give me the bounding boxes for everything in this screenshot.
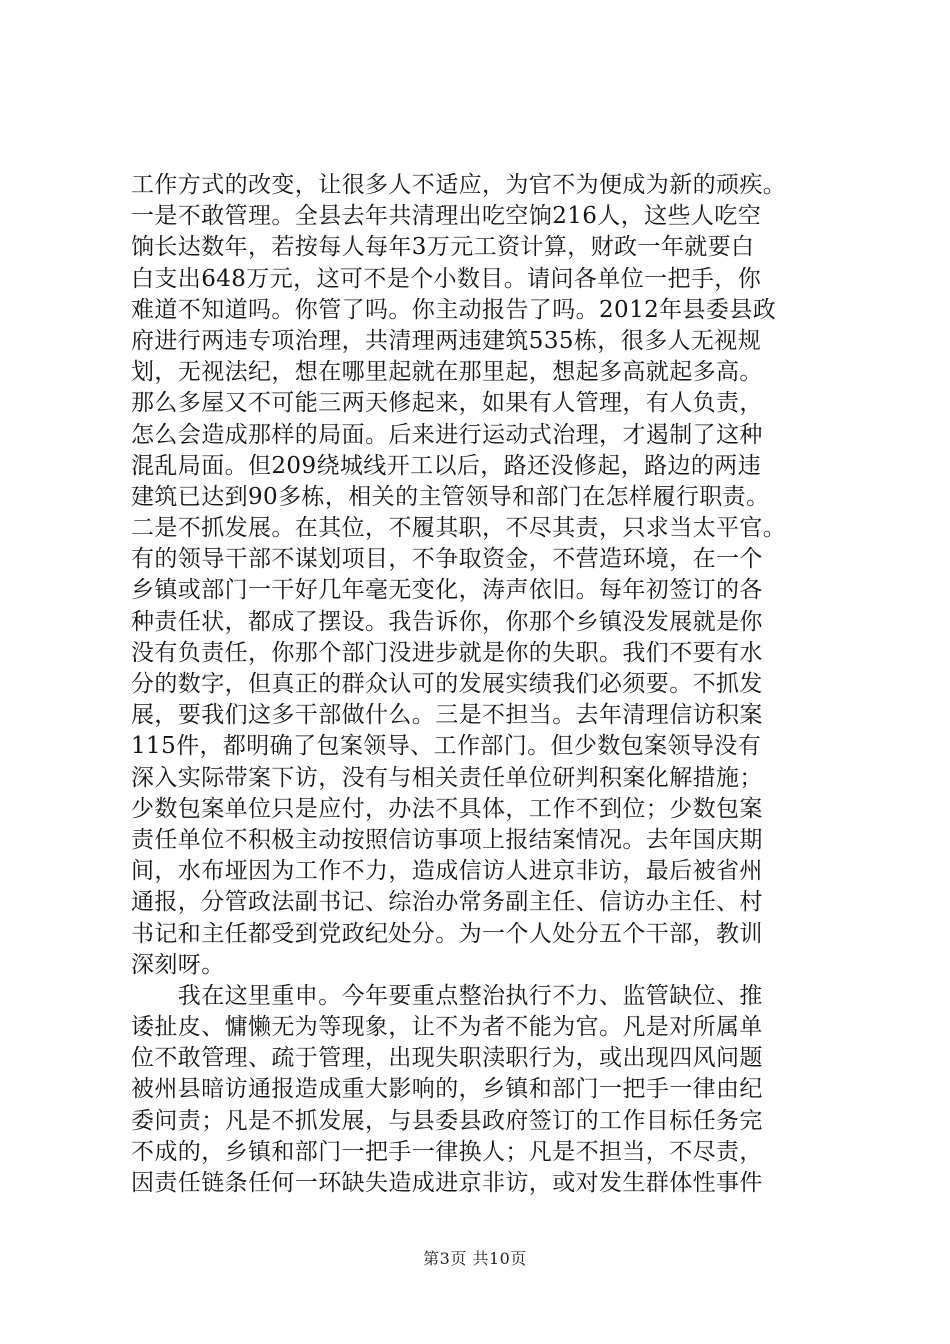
text-line: 不成的，乡镇和部门一把手一律换人；凡是不担当，不尽责， — [131, 1138, 763, 1165]
text-line: 种责任状，都成了摆设。我告诉你，你那个乡镇没发展就是你 — [131, 608, 763, 635]
text-line: 位不敢管理、疏于管理，出现失职渎职行为，或出现四风问题 — [131, 1045, 763, 1072]
text-line: 展，要我们这多干部做什么。三是不担当。去年清理信访积案 — [131, 702, 763, 729]
text-line: 深入实际带案下访，没有与相关责任单位研判积案化解措施； — [131, 764, 763, 791]
text-line: 白支出648万元，这可不是个小数目。请问各单位一把手，你 — [131, 265, 762, 292]
text-line: 那么多屋又不可能三两天修起来，如果有人管理，有人负责， — [131, 390, 763, 417]
text-line: 责任单位不积极主动按照信访事项上报结案情况。去年国庆期 — [131, 826, 763, 853]
text-line: 没有负责任，你那个部门没进步就是你的失职。我们不要有水 — [131, 639, 763, 666]
text-line: 我在这里重申。今年要重点整治执行不力、监管缺位、推 — [131, 982, 763, 1009]
text-line: 饷长达数年，若按每人每年3万元工资计算，财政一年就要白 — [131, 234, 755, 261]
text-line: 被州县暗访通报造成重大影响的，乡镇和部门一把手一律由纪 — [131, 1076, 763, 1103]
text-line: 工作方式的改变，让很多人不适应，为官不为便成为新的顽疾。 — [131, 172, 787, 198]
text-line: 书记和主任都受到党政纪处分。为一个人处分五个干部，教训 — [131, 920, 763, 947]
text-line: 少数包案单位只是应付，办法不具体，工作不到位；少数包案 — [131, 795, 763, 822]
page-footer — [0, 1246, 950, 1269]
text-line: 建筑已达到90多栋，相关的主管领导和部门在怎样履行职责。 — [131, 483, 770, 510]
text-line: 混乱局面。但209绕城线开工以后，路还没修起，路边的两违 — [131, 452, 762, 479]
text-line: 诿扯皮、慵懒无为等现象，让不为者不能为官。凡是对所属单 — [131, 1014, 763, 1041]
page-number-label: 第3页 共10页 — [423, 1249, 527, 1268]
text-line: 因责任链条任何一环缺失造成进京非访，或对发生群体性事件 — [131, 1170, 763, 1196]
text-line: 乡镇或部门一干好几年毫无变化，涛声依旧。每年初签订的各 — [131, 577, 763, 604]
text-line: 通报，分管政法副书记、综治办常务副主任、信访办主任、村 — [131, 889, 763, 916]
text-line: 间，水布垭因为工作不力，造成信访人进京非访，最后被省州 — [131, 858, 763, 885]
text-line: 一是不敢管理。全县去年共清理出吃空饷216人，这些人吃空 — [131, 203, 762, 230]
text-line: 委问责；凡是不抓发展，与县委县政府签订的工作目标任务完 — [131, 1107, 763, 1134]
text-line: 深刻呀。 — [131, 951, 225, 978]
text-line: 二是不抓发展。在其位，不履其职，不尽其责，只求当太平官。 — [131, 515, 787, 542]
text-line: 怎么会造成那样的局面。后来进行运动式治理，才遏制了这种 — [131, 421, 763, 448]
text-line: 有的领导干部不谋划项目，不争取资金，不营造环境，在一个 — [131, 546, 763, 573]
paragraph-1 — [131, 170, 831, 981]
text-line: 分的数字，但真正的群众认可的发展实绩我们必须要。不抓发 — [131, 671, 763, 697]
paragraph-2 — [131, 981, 831, 1199]
document-body — [131, 170, 831, 1199]
text-line: 划，无视法纪，想在哪里起就在那里起，想起多高就起多高。 — [131, 359, 763, 386]
text-line: 府进行两违专项治理，共清理两违建筑535栋，很多人无视规 — [131, 327, 762, 354]
text-line: 115件，都明确了包案领导、工作部门。但少数包案领导没有 — [131, 733, 762, 760]
text-line: 难道不知道吗。你管了吗。你主动报告了吗。2012年县委县政 — [131, 296, 777, 323]
